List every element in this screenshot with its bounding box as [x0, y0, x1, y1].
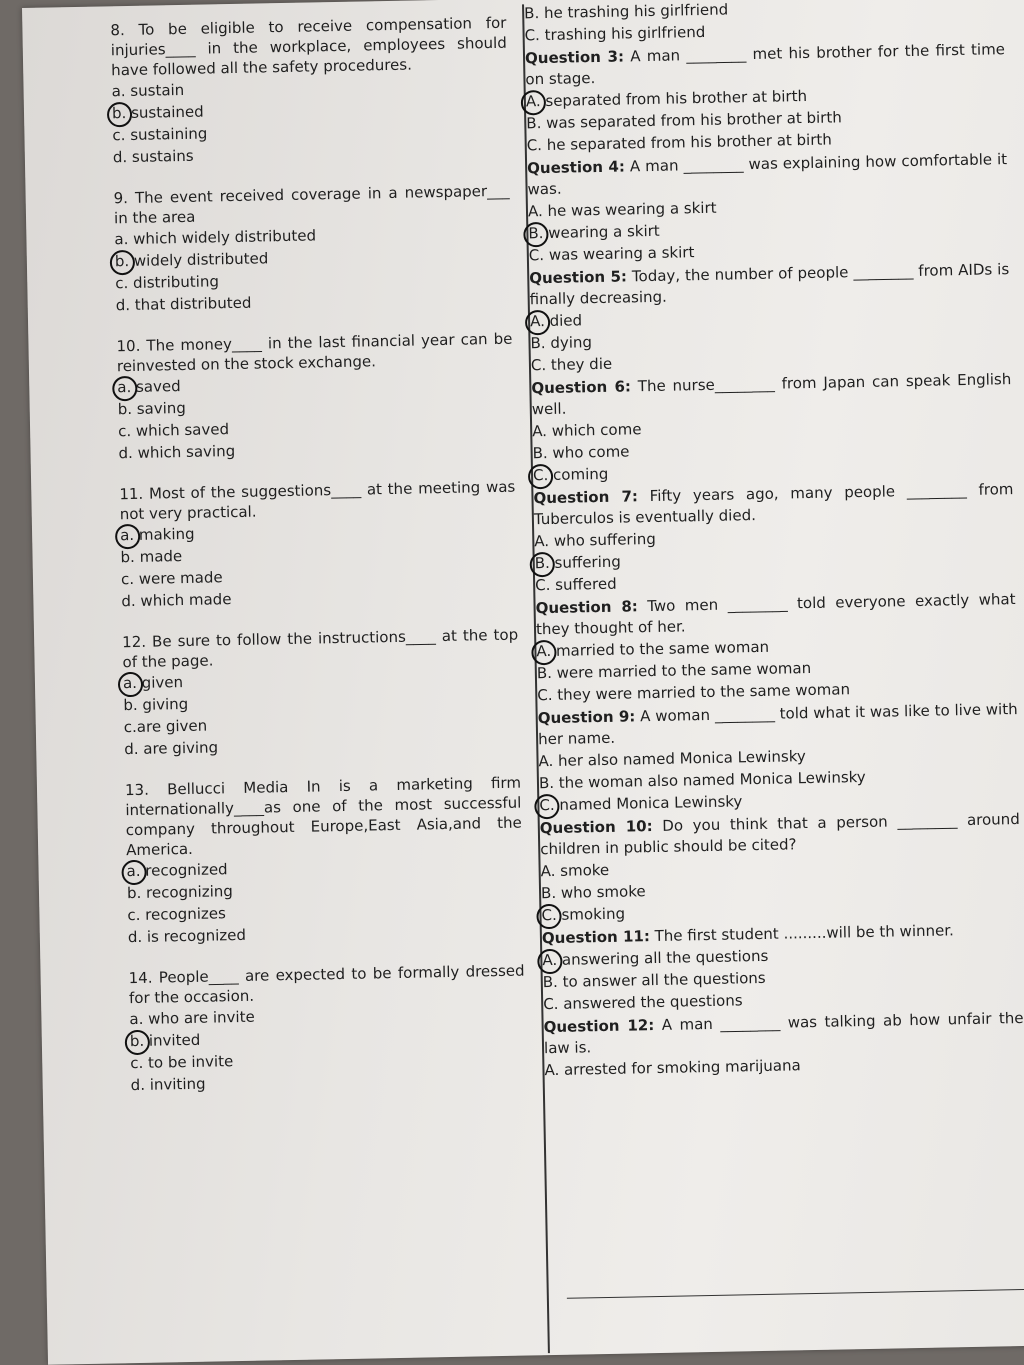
question-stem: 11. Most of the suggestions____ at the meeting was not very practical. — [119, 477, 516, 524]
answer-option: C. was wearing a skirt — [528, 243, 695, 265]
answer-option: B. who come — [532, 442, 630, 463]
question-number: Question 11: — [541, 927, 651, 948]
answer-option: A. smoke — [540, 860, 610, 881]
question-block — [110, 13, 509, 169]
question-number: Question 6: — [531, 377, 632, 398]
question-block — [533, 479, 1015, 596]
answer-option: B. were married to the same woman — [536, 658, 812, 683]
circled-answer-option: C. smoking — [541, 895, 1021, 926]
answer-option: d. which saving — [118, 441, 236, 463]
answer-option: b. saving — [117, 398, 187, 419]
question-block — [525, 39, 1007, 156]
question-block — [542, 919, 1024, 1015]
answer-option: a. sustain — [111, 80, 185, 101]
answer-option: B. dying — [530, 333, 593, 353]
question-block — [535, 589, 1017, 706]
question-number: Question 7: — [533, 487, 639, 508]
circled-answer-option: A. married to the same woman — [536, 631, 1016, 662]
question-block — [538, 699, 1020, 816]
question-stem: 14. People____ are expected to be formally dressed for the occasion. — [128, 961, 525, 1008]
question-block — [116, 329, 514, 465]
circled-answer-option: C. coming — [533, 455, 1013, 486]
answer-option: c. were made — [120, 568, 223, 589]
question-block — [531, 369, 1013, 486]
question-block — [543, 1008, 1024, 1081]
question-block — [524, 0, 1005, 46]
answer-option: d. which made — [121, 590, 232, 611]
left-question-column — [110, 13, 527, 1116]
answer-option: c. to be invite — [130, 1052, 234, 1073]
right-question-column — [524, 0, 1024, 1083]
circled-answer-option: C. named Monica Lewinsky — [539, 785, 1019, 816]
question-number: Question 9: — [537, 707, 636, 728]
answer-option: c.are given — [123, 716, 208, 737]
circled-answer-option: b. widely distributed — [115, 243, 511, 273]
answer-option: C. answered the questions — [543, 991, 743, 1014]
circled-answer-option: b. sustained — [112, 95, 508, 125]
answer-option: C. they were married to the same woman — [537, 680, 851, 705]
answer-option: b. recognizing — [126, 882, 233, 903]
answer-option: B. to answer all the questions — [542, 968, 766, 992]
answer-option: B. was separated from his brother at birth — [526, 108, 842, 133]
answer-option: B. who smoke — [540, 882, 646, 903]
circled-answer-option: a. given — [123, 665, 519, 695]
question-text: The nurse________ from Japan can speak English well. — [531, 370, 1012, 419]
answer-option: d. is recognized — [127, 925, 247, 947]
answer-option: d. are giving — [124, 738, 219, 759]
circled-answer-option: a. saved — [117, 369, 513, 399]
question-block — [119, 477, 517, 613]
answer-option: c. recognizes — [127, 904, 226, 925]
question-stem: 12. Be sure to follow the instructions____ at the top of the page. — [122, 625, 519, 672]
circled-answer-option: A. died — [530, 301, 1010, 332]
question-number: Question 10: — [539, 817, 653, 838]
question-block — [125, 773, 524, 949]
answer-option: C. he separated from his brother at birth — [526, 130, 832, 155]
answer-option: d. inviting — [130, 1074, 206, 1095]
circled-answer-option: B. suffering — [535, 543, 1015, 574]
question-number: Question 4: — [526, 157, 626, 178]
circled-answer-option: A. separated from his brother at birth — [526, 81, 1006, 112]
answer-option: A. arrested for smoking marijuana — [544, 1056, 801, 1080]
circled-answer-option: a. making — [120, 517, 516, 547]
question-text: Fifty years ago, many people ________ from Tuberculos is eventually died. — [533, 480, 1014, 529]
question-stem: 10. The money____ in the last financial year can be reinvested on the stock exchange. — [116, 329, 513, 376]
answer-option: C. suffered — [535, 574, 617, 595]
question-text: A man ________ was talking ab how unfair the law is. — [543, 1008, 1024, 1058]
question-stem: 9. The event received coverage in a newspaper___ in the area — [113, 181, 510, 228]
circled-answer-option: a. recognized — [126, 853, 522, 883]
question-number: Question 5: — [529, 267, 628, 288]
answer-option: A. he was wearing a skirt — [527, 198, 717, 221]
question-block — [113, 181, 511, 317]
answer-option: B. he trashing his girlfriend — [524, 0, 729, 23]
answer-option: b. made — [120, 547, 183, 567]
question-text: A woman ________ told what it was like to live with her name. — [537, 700, 1018, 749]
worksheet-page — [22, 0, 1024, 1365]
answer-option: c. which saved — [117, 420, 230, 441]
answer-option: a. who are invite — [129, 1007, 255, 1029]
question-block — [529, 259, 1011, 376]
answer-option: d. that distributed — [115, 293, 252, 315]
question-stem: 8. To be eligible to receive compensation for injuries____ in the workplace, employees should have followed all the safety procedures. — [110, 13, 507, 80]
answer-option: B. the woman also named Monica Lewinsky — [538, 767, 866, 793]
question-block — [527, 149, 1009, 266]
circled-answer-option: b. invited — [130, 1023, 526, 1053]
question-text: A man ________ met his brother for the first time on stage. — [525, 40, 1006, 89]
answer-option: A. which come — [532, 420, 642, 441]
answer-option: a. which widely distributed — [114, 226, 317, 249]
answer-option: A. who suffering — [534, 529, 656, 551]
question-stem: 13. Bellucci Media In is a marketing firm internationally____as one of the most successful company throughout Europe,East Asia,and the America. — [124, 773, 522, 860]
question-text: A man ________ was explaining how comfortable it was. — [527, 150, 1008, 199]
question-text: Today, the number of people ________ from AIDs is finally decreasing. — [529, 260, 1010, 309]
answer-option: d. sustains — [112, 146, 194, 167]
question-block — [128, 961, 526, 1097]
question-number: Question 3: — [524, 47, 625, 68]
question-number: Question 8: — [535, 597, 638, 618]
answer-option: b. giving — [123, 694, 189, 715]
circled-answer-option: A. answering all the questions — [542, 940, 1022, 971]
circled-answer-option: B. wearing a skirt — [528, 213, 1008, 244]
question-text: Do you think that a person ________ around children in public should be cited? — [540, 809, 1020, 859]
bottom-rule — [567, 1289, 1024, 1299]
question-number: Question 12: — [543, 1016, 655, 1037]
question-text: The first student .........will be th winner. — [654, 921, 954, 946]
answer-option: c. distributing — [115, 272, 220, 293]
question-text: Two men ________ told everyone exactly what they thought of her. — [535, 590, 1016, 639]
answer-option: C. they die — [530, 354, 613, 375]
answer-option: A. her also named Monica Lewinsky — [538, 747, 806, 771]
answer-option: C. trashing his girlfriend — [524, 22, 706, 45]
question-block — [540, 809, 1022, 926]
question-block — [122, 625, 520, 761]
answer-option: c. sustaining — [112, 124, 208, 145]
